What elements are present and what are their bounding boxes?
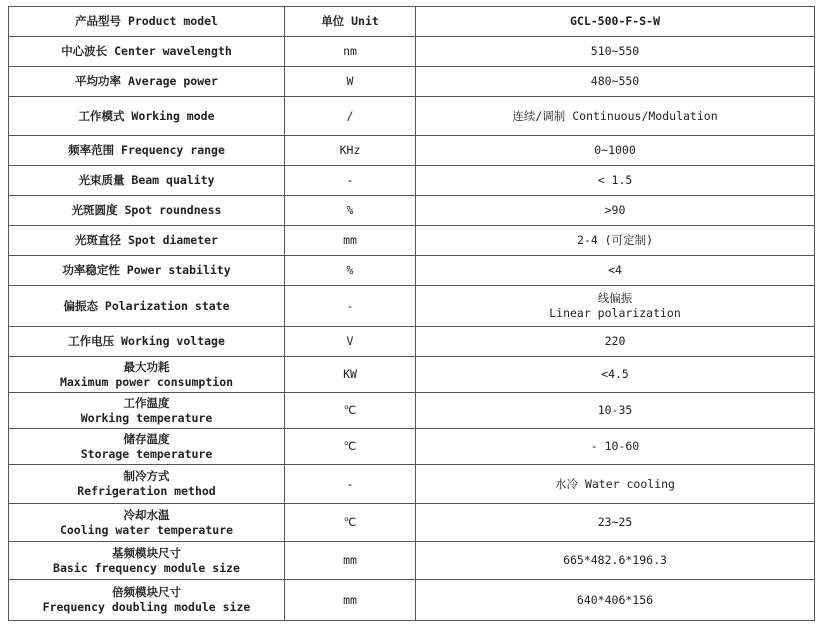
unit-cell — [285, 67, 416, 97]
param-cell — [9, 286, 285, 327]
param-label: 储存温度 — [123, 431, 170, 446]
spec-value: >90 — [604, 203, 626, 217]
header-unit: 单位 Unit — [285, 7, 416, 37]
value-cell — [416, 226, 815, 256]
param-cell — [9, 580, 285, 621]
unit-value: - — [346, 476, 354, 491]
param-label-en: Basic frequency module size — [53, 560, 240, 575]
unit-value: KW — [343, 367, 357, 381]
param-label: 冷却水温 — [123, 507, 170, 522]
unit-value: mm — [343, 553, 357, 567]
unit-value: / — [346, 108, 354, 123]
value-cell — [416, 504, 815, 542]
table-row — [9, 256, 815, 286]
unit-cell — [285, 393, 416, 429]
param-label: 基频模块尺寸 — [112, 545, 181, 560]
param-cell — [9, 256, 285, 286]
spec-value: 480~550 — [590, 74, 640, 88]
param-label-en: Maximum power consumption — [59, 374, 234, 389]
value-cell — [416, 327, 815, 357]
unit-value: ℃ — [343, 515, 357, 529]
param-label: 光斑圆度 Spot roundness — [71, 203, 222, 217]
header-model: GCL-500-F-S-W — [416, 7, 815, 37]
spec-value: <4.5 — [601, 367, 629, 381]
param-cell — [9, 97, 285, 136]
param-label-en: Frequency doubling module size — [42, 600, 251, 614]
value-cell — [416, 580, 815, 621]
unit-value: ℃ — [343, 439, 357, 453]
param-cell — [9, 465, 285, 504]
table-row — [9, 286, 815, 327]
table-row — [9, 166, 815, 196]
param-label: 倍频模块尺寸 — [112, 585, 181, 599]
value-cell — [416, 196, 815, 226]
spec-value: 640*406*156 — [576, 592, 654, 607]
table-row — [9, 429, 815, 465]
unit-value: KHz — [339, 143, 361, 157]
unit-cell — [285, 542, 416, 580]
unit-value: ℃ — [343, 403, 357, 417]
spec-value: 23~25 — [597, 515, 633, 529]
param-cell — [9, 196, 285, 226]
unit-cell — [285, 286, 416, 327]
spec-value: 线偏振 — [597, 291, 633, 305]
table-row — [9, 465, 815, 504]
spec-value: - 10-60 — [590, 439, 640, 453]
unit-value: mm — [343, 592, 357, 607]
value-cell — [416, 136, 815, 166]
unit-cell — [285, 136, 416, 166]
unit-cell — [285, 504, 416, 542]
table-row — [9, 67, 815, 97]
param-label: 频率范围 Frequency range — [68, 143, 225, 157]
header-param: 产品型号 Product model — [9, 7, 285, 37]
param-label: 功率稳定性 Power stability — [62, 263, 231, 277]
param-cell — [9, 504, 285, 542]
spec-value: 665*482.6*196.3 — [563, 553, 667, 567]
unit-value: - — [346, 298, 354, 313]
spec-value: 2-4 (可定制) — [576, 233, 654, 247]
param-cell — [9, 393, 285, 429]
table-row — [9, 580, 815, 621]
unit-value: % — [346, 203, 354, 217]
param-label-en: Refrigeration method — [77, 484, 216, 498]
table-row — [9, 37, 815, 67]
table-row — [9, 196, 815, 226]
value-cell — [416, 256, 815, 286]
param-cell — [9, 327, 285, 357]
spec-value: 水冷 Water cooling — [555, 476, 675, 491]
param-cell — [9, 166, 285, 196]
unit-value: mm — [343, 233, 357, 247]
unit-cell — [285, 166, 416, 196]
unit-value: W — [346, 74, 354, 88]
value-cell — [416, 429, 815, 465]
value-cell — [416, 67, 815, 97]
value-cell — [416, 465, 815, 504]
table-row — [9, 357, 815, 393]
spec-value-en: Linear polarization — [549, 306, 681, 320]
spec-value: 10-35 — [597, 403, 633, 417]
param-label: 最大功耗 — [123, 359, 170, 374]
unit-cell — [285, 357, 416, 393]
spec-table — [8, 6, 815, 621]
param-cell — [9, 136, 285, 166]
value-cell — [416, 166, 815, 196]
param-label: 光斑直径 Spot diameter — [75, 233, 218, 247]
table-row — [9, 504, 815, 542]
value-cell — [416, 37, 815, 67]
unit-value: - — [346, 173, 354, 187]
param-label: 中心波长 Center wavelength — [61, 44, 232, 58]
table-row — [9, 542, 815, 580]
unit-cell — [285, 429, 416, 465]
spec-value: 510~550 — [590, 44, 640, 58]
unit-value: % — [346, 263, 354, 277]
param-cell — [9, 542, 285, 580]
param-label: 偏振态 Polarization state — [63, 298, 230, 313]
spec-value: 连续/调制 Continuous/Modulation — [512, 108, 718, 123]
param-label-en: Storage temperature — [80, 446, 213, 461]
param-label: 光束质量 Beam quality — [78, 173, 215, 187]
param-label-en: Working temperature — [80, 410, 213, 425]
spec-value: < 1.5 — [597, 173, 633, 187]
param-label: 平均功率 Average power — [75, 74, 218, 88]
table-row — [9, 226, 815, 256]
spec-body — [9, 37, 815, 621]
param-cell — [9, 357, 285, 393]
param-label: 制冷方式 — [123, 469, 170, 483]
param-cell — [9, 67, 285, 97]
param-label: 工作温度 — [123, 395, 170, 410]
unit-cell — [285, 37, 416, 67]
param-cell — [9, 429, 285, 465]
unit-cell — [285, 226, 416, 256]
value-cell — [416, 357, 815, 393]
table-row — [9, 327, 815, 357]
unit-cell — [285, 196, 416, 226]
param-label: 工作电压 Working voltage — [68, 334, 225, 348]
unit-value: V — [346, 334, 354, 348]
value-cell — [416, 393, 815, 429]
unit-cell — [285, 580, 416, 621]
spec-value: 0~1000 — [594, 143, 636, 157]
table-row — [9, 393, 815, 429]
unit-value: nm — [343, 44, 357, 58]
value-cell — [416, 542, 815, 580]
table-row — [9, 97, 815, 136]
unit-cell — [285, 327, 416, 357]
spec-value: 220 — [604, 334, 626, 348]
unit-cell — [285, 465, 416, 504]
unit-cell — [285, 256, 416, 286]
param-cell — [9, 226, 285, 256]
table-header-row — [9, 7, 815, 37]
table-row — [9, 136, 815, 166]
param-cell — [9, 37, 285, 67]
spec-value: <4 — [608, 263, 622, 277]
value-cell — [416, 286, 815, 327]
param-label-en: Cooling water temperature — [59, 522, 234, 537]
unit-cell — [285, 97, 416, 136]
param-label: 工作模式 Working mode — [78, 108, 215, 123]
value-cell — [416, 97, 815, 136]
